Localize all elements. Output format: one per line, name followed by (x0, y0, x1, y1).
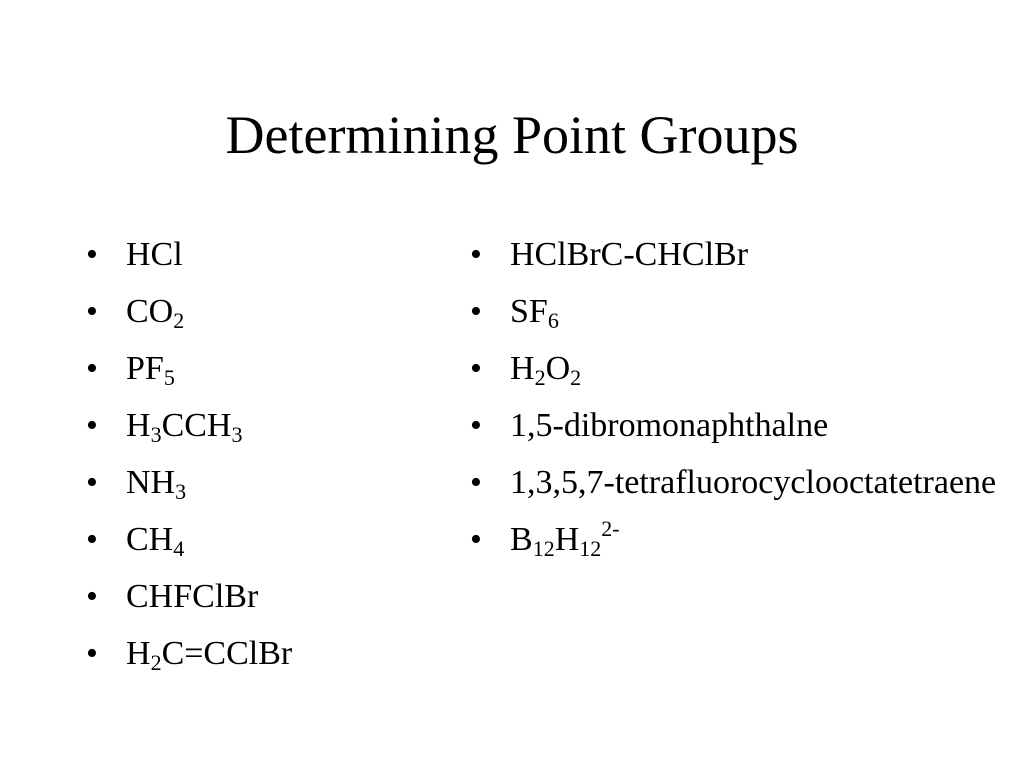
bullet-icon: • (86, 293, 98, 330)
bullet-icon: • (470, 293, 482, 330)
subscript: 4 (173, 536, 185, 561)
formula-text (510, 464, 996, 501)
bullet-icon: • (470, 407, 482, 444)
formula-text (126, 464, 187, 504)
formula-segment: 1,5-dibromonaphthalne (510, 407, 829, 444)
formula-text (510, 516, 620, 561)
bullet-icon: • (86, 350, 98, 387)
bullet-icon: • (86, 464, 98, 501)
formula-segment: CCH (161, 407, 232, 444)
list-item (82, 454, 422, 511)
formula-segment: CHFClBr (126, 578, 259, 615)
formula-text (510, 350, 582, 390)
formula-segment: NH (126, 464, 176, 501)
formula-segment: H (510, 350, 535, 387)
formula-text (126, 521, 185, 561)
bullet-icon: • (470, 350, 482, 387)
list-item (82, 226, 422, 283)
formula-segment: PF (126, 350, 164, 387)
formula-segment: SF (510, 293, 548, 330)
formula-text (510, 236, 748, 273)
formula-segment: HClBrC-CHClBr (510, 236, 749, 273)
superscript: 2- (601, 516, 620, 541)
list-item (82, 397, 422, 454)
subscript: 5 (163, 365, 175, 390)
list-item (82, 283, 422, 340)
subscript: 3 (175, 479, 187, 504)
right-bullet-list (466, 226, 1006, 568)
formula-segment: 1,3,5,7-tetrafluorocyclooctatetraene (510, 464, 997, 501)
bullet-icon: • (470, 521, 482, 558)
list-item (466, 283, 1006, 340)
formula-segment: HCl (126, 236, 183, 273)
slide-title: Determining Point Groups (225, 105, 799, 165)
list-item (466, 340, 1006, 397)
formula-text (126, 236, 183, 273)
subscript: 2 (570, 365, 582, 390)
formula-segment: CH (126, 521, 174, 558)
formula-text (126, 407, 243, 447)
formula-text (510, 407, 828, 444)
subscript: 2 (150, 650, 162, 675)
bullet-icon: • (86, 521, 98, 558)
list-item (82, 625, 422, 682)
formula-text (510, 293, 559, 333)
list-item (466, 454, 1006, 511)
formula-segment: B (510, 521, 533, 558)
formula-text (126, 350, 175, 390)
bullet-icon: • (470, 236, 482, 273)
subscript: 2 (534, 365, 546, 390)
formula-segment: H (554, 521, 580, 558)
left-bullet-list (82, 226, 422, 682)
list-item (466, 511, 1006, 568)
bullet-icon: • (470, 464, 482, 501)
subscript: 3 (231, 422, 243, 447)
subscript: 3 (150, 422, 162, 447)
formula-segment: H (126, 407, 151, 444)
bullet-icon: • (86, 407, 98, 444)
formula-text (126, 578, 258, 615)
formula-text (126, 293, 185, 333)
subscript: 6 (547, 308, 559, 333)
formula-segment: C=CClBr (161, 635, 293, 672)
formula-text (126, 635, 293, 675)
list-item (466, 397, 1006, 454)
bullet-icon: • (86, 578, 98, 615)
list-item (82, 568, 422, 625)
subscript: 12 (579, 536, 602, 561)
bullet-icon: • (86, 635, 98, 672)
formula-segment: CO (126, 293, 174, 330)
list-item (466, 226, 1006, 283)
subscript: 2 (173, 308, 185, 333)
bullet-icon: • (86, 236, 98, 273)
formula-segment: O (545, 350, 571, 387)
list-item (82, 511, 422, 568)
list-item (82, 340, 422, 397)
subscript: 12 (532, 536, 555, 561)
formula-segment: H (126, 635, 151, 672)
